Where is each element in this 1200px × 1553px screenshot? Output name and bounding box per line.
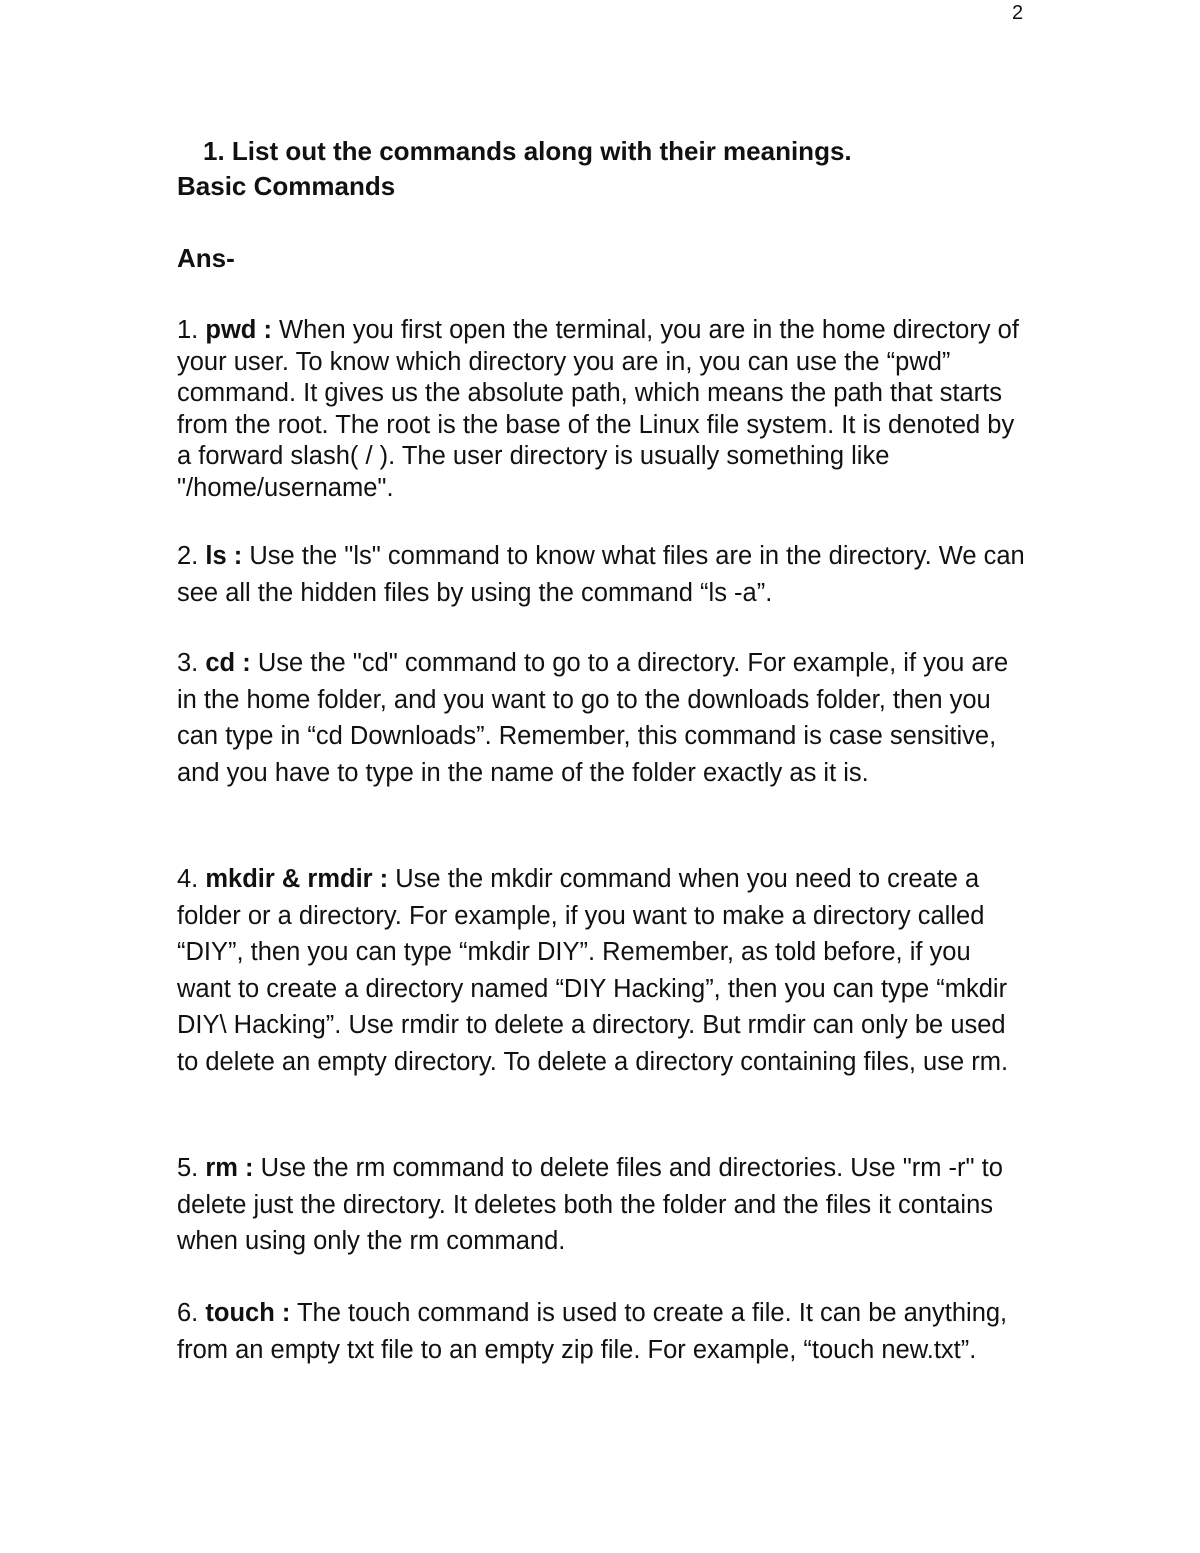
command-description: Use the "ls" command to know what files are in the directory. We can see all the hidden files by using the command “ls -a”. [177,542,1025,607]
command-name: ls : [205,542,243,570]
command-entry-pwd [177,315,1027,505]
command-name: rm : [205,1154,254,1182]
command-description: Use the "cd" command to go to a directory. For example, if you are in the home folder, and you want to go to the downloads folder, then you can type in “cd Downloads”. Remember, this command is case sensitive, and you have to type in the name of the folder exactly as it is. [177,649,1009,787]
command-name: touch : [205,1299,291,1327]
command-description: The touch command is used to create a file. It can be anything, from an empty txt file to an empty zip file. For example, “touch new.txt”. [177,1299,1008,1364]
section-title: Basic Commands [177,171,396,201]
command-number: 3. [177,649,199,677]
question-heading: 1. List out the commands along with their meanings. [203,136,852,166]
command-number: 4. [177,865,199,893]
command-number: 2. [177,542,199,570]
command-entry-rm [177,1150,1027,1260]
command-name: pwd : [205,316,272,344]
page-number: 2 [1012,2,1024,24]
command-entry-mkdir-rmdir [177,861,1027,1080]
answer-label: Ans- [177,243,235,273]
command-number: 1. [177,316,199,344]
command-name: cd : [205,649,251,677]
command-entry-touch [177,1295,1027,1368]
command-name: mkdir & rmdir : [205,865,389,893]
command-entry-cd [177,645,1027,791]
command-entry-ls [177,538,1027,611]
command-number: 5. [177,1154,199,1182]
command-description: When you first open the terminal, you are in the home directory of your user. To know which directory you are in, you can use the “pwd” command. It gives us the absolute path, which means the path that starts from the root. The root is the base of the Linux file system. It is denoted by a forward slash( / ). The user directory is usually something like "/home/username". [177,316,1019,502]
command-description: Use the mkdir command when you need to create a folder or a directory. For example, if you want to make a directory called “DIY”, then you can type “mkdir DIY”. Remember, as told before, if you want to create a directory named “DIY Hacking”, then you can type “mkdir DIY\ Hacking”. Use rmdir to delete a directory. But rmdir can only be used to delete an empty directory. To delete a directory containing files, use rm. [177,865,1009,1076]
command-description: Use the rm command to delete files and directories. Use "rm -r" to delete just the directory. It deletes both the folder and the files it contains when using only the rm command. [177,1154,1003,1255]
command-number: 6. [177,1299,199,1327]
